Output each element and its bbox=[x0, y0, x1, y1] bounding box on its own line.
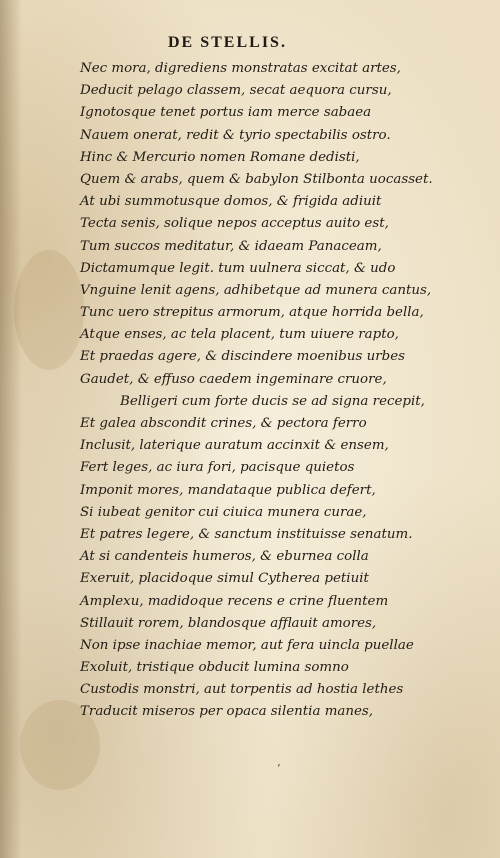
verse-line: Si iubeat genitor cui ciuica munera curae, bbox=[80, 504, 367, 520]
verse-line: Amplexu, madidoque recens e crine fluentem bbox=[80, 593, 389, 609]
verse-line: Quem & arabs, quem & babylon Stilbonta uocasset. bbox=[80, 171, 433, 187]
verse-line: Exoluit, tristique obducit lumina somno bbox=[80, 660, 349, 676]
footer-mark: ‘ bbox=[277, 762, 281, 775]
verse-line: Vnguine lenit agens, adhibetque ad munera cantus, bbox=[80, 282, 432, 298]
verse-line: Fert leges, ac iura fori, pacisque quietos bbox=[80, 460, 355, 476]
verse-line: Hinc & Mercurio nomen Romane dedisti, bbox=[80, 149, 360, 165]
running-head: DE STELLIS. bbox=[168, 34, 287, 51]
verse-line: Non ipse inachiae memor, aut fera uincla puellae bbox=[80, 637, 414, 653]
verse-line: Atque enses, ac tela placent, tum uiuere rapto, bbox=[80, 327, 399, 343]
verse-line: Et patres legere, & sanctum instituisse senatum. bbox=[80, 526, 413, 542]
paper-stain bbox=[14, 250, 84, 370]
verse-line: Belligeri cum forte ducis se ad signa recepit, bbox=[120, 393, 425, 409]
poem-text-block bbox=[80, 58, 480, 724]
verse-line: Dictamumque legit. tum uulnera siccat, & udo bbox=[80, 260, 396, 276]
verse-line: Imponit mores, mandataque publica defert, bbox=[80, 482, 376, 498]
verse-line: Et praedas agere, & discindere moenibus urbes bbox=[80, 349, 405, 365]
verse-line: Inclusit, laterique auratum accinxit & ensem, bbox=[80, 438, 389, 454]
verse-line: At si candenteis humeros, & eburnea colla bbox=[80, 549, 369, 565]
verse-line: Exeruit, placidoque simul Cytherea petiuit bbox=[80, 571, 369, 587]
verse-line: Deducit pelago classem, secat aequora cursu, bbox=[80, 83, 392, 99]
verse-line: Et galea abscondit crines, & pectora ferro bbox=[80, 416, 367, 431]
verse-line: Tecta senis, solique nepos acceptus auito est, bbox=[80, 216, 389, 232]
verse-line: Nec mora, digrediens monstratas excitat artes, bbox=[80, 61, 401, 76]
verse-line: Nauem onerat, redit & tyrio spectabilis ostro. bbox=[80, 127, 391, 143]
verse-line: Custodis monstri, aut torpentis ad hostia lethes bbox=[80, 682, 404, 698]
verse-line: Tum succos meditatur, & idaeam Panaceam, bbox=[80, 238, 382, 254]
verse-line: Stillauit rorem, blandosque afflauit amores, bbox=[80, 615, 377, 631]
verse-line: Ignotosque tenet portus iam merce sabaea bbox=[80, 105, 372, 121]
verse-line: At ubi summotusque domos, & frigida adiuit bbox=[80, 194, 382, 210]
verse-line: Traducit miseros per opaca silentia manes, bbox=[80, 704, 374, 720]
binding-gutter bbox=[0, 0, 22, 858]
verse-line: Gaudet, & effuso caedem ingeminare cruore, bbox=[80, 371, 387, 387]
verse-line: Tunc uero strepitus armorum, atque horrida bella, bbox=[80, 305, 424, 321]
